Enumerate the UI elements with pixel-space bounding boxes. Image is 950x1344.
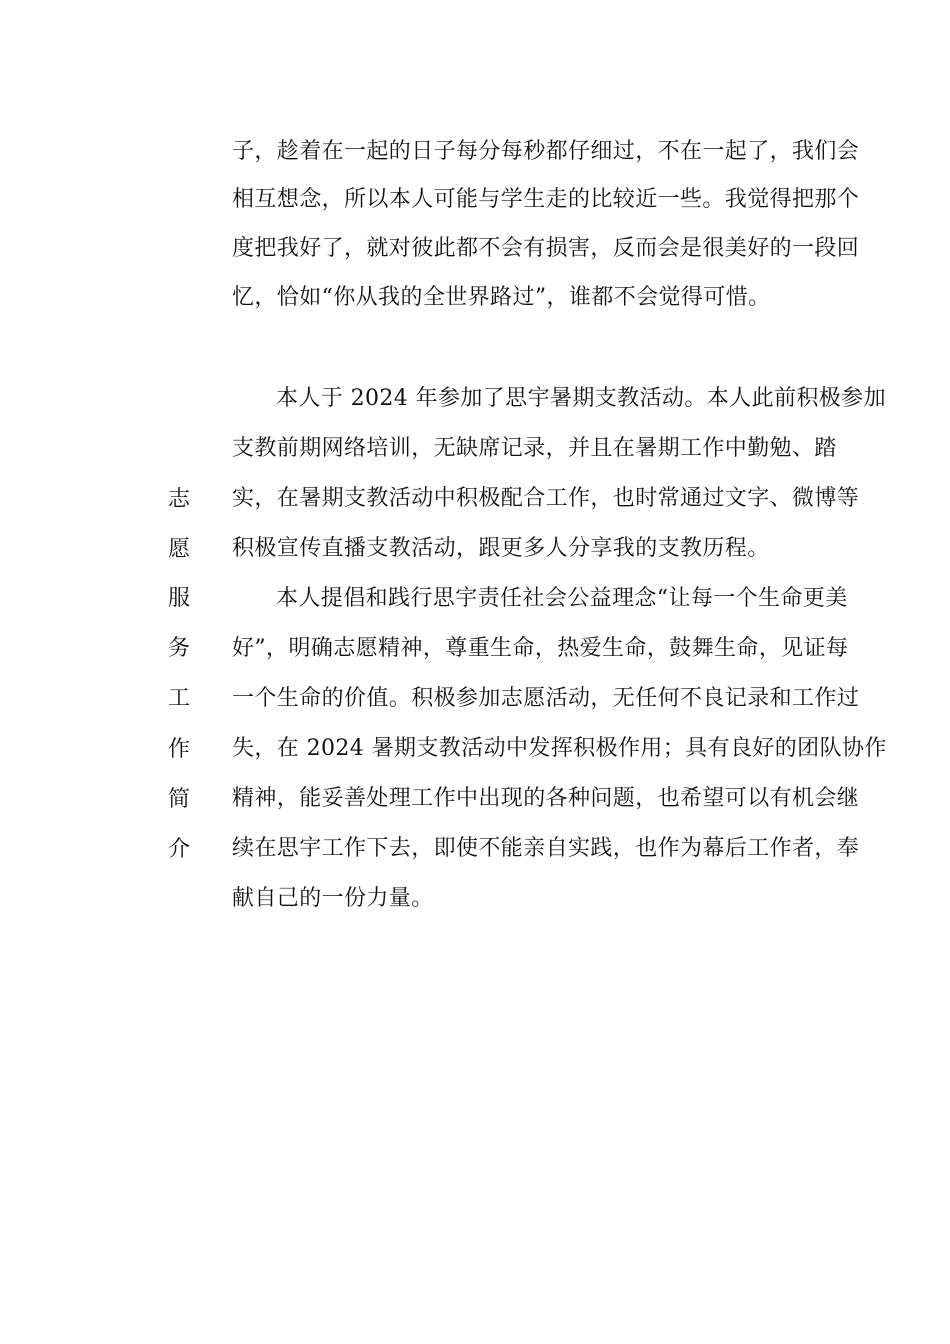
continuation-line-2: 相互想念，所以本人可能与学生走的比较近一些。我觉得把那个 bbox=[232, 187, 860, 212]
paragraph2-line-1: 本人提倡和践行思宇责任社会公益理念“让每一个生命更美 bbox=[276, 586, 848, 611]
paragraph2-line-2: 好”，明确志愿精神，尊重生命，热爱生命，鼓舞生命，见证每 bbox=[232, 636, 849, 661]
paragraph1-line-2: 支教前期网络培训，无缺席记录，并且在暑期工作中勤勉、踏 bbox=[232, 436, 837, 461]
continuation-line-4: 忆，恰如“你从我的全世界路过”，谁都不会觉得可惜。 bbox=[232, 285, 771, 310]
paragraph1-line-1: 本人于 2024 年参加了思宇暑期支教活动。本人此前积极参加 bbox=[276, 386, 886, 411]
paragraph2-line-5: 精神，能妥善处理工作中出现的各种问题，也希望可以有机会继 bbox=[232, 786, 860, 811]
paragraph2-line-3: 一个生命的价值。积极参加志愿活动，无任何不良记录和工作过 bbox=[232, 686, 860, 711]
continuation-line-3: 度把我好了，就对彼此都不会有损害，反而会是很美好的一段回 bbox=[232, 236, 860, 261]
section-label-char: 志 bbox=[168, 487, 191, 512]
section-label-char: 简 bbox=[168, 787, 191, 812]
paragraph1-line-4: 积极宣传直播支教活动，跟更多人分享我的支教历程。 bbox=[232, 536, 770, 561]
paragraph2-line-6: 续在思宇工作下去，即使不能亲自实践，也作为幕后工作者，奉 bbox=[232, 836, 860, 861]
section-label-char: 介 bbox=[168, 837, 191, 862]
paragraph1-line-3: 实，在暑期支教活动中积极配合工作，也时常通过文字、微博等 bbox=[232, 486, 860, 511]
section-label-char: 服 bbox=[168, 586, 191, 611]
section-label-char: 愿 bbox=[168, 537, 191, 562]
section-label-char: 工 bbox=[168, 686, 191, 711]
paragraph2-line-4: 失，在 2024 暑期支教活动中发挥积极作用；具有良好的团队协作 bbox=[232, 736, 887, 761]
section-label-char: 务 bbox=[168, 636, 191, 661]
section-label-char: 作 bbox=[168, 737, 191, 762]
paragraph2-line-7: 献自己的一份力量。 bbox=[232, 886, 434, 911]
continuation-line-1: 子，趁着在一起的日子每分每秒都仔细过，不在一起了，我们会 bbox=[232, 139, 860, 164]
